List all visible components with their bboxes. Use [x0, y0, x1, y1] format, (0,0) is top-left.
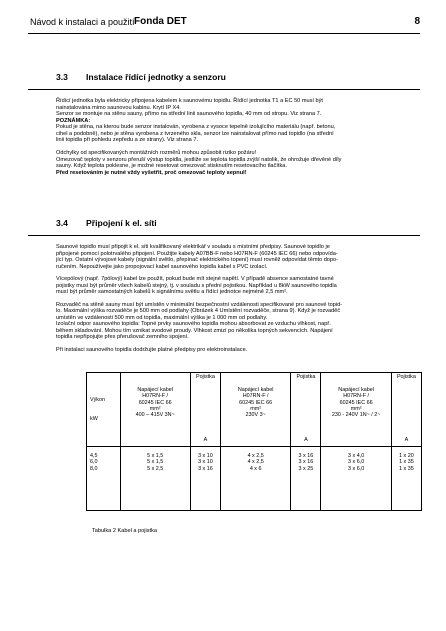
text-line: umístěn ve vzdálenosti 500 mm od topidla, maximální výška je 1 000 mm od podlahy. — [56, 314, 268, 321]
voltage-label: 400 – 415V 3N~ — [135, 412, 175, 419]
section-3-4-number: 3.4 — [56, 218, 68, 228]
text-line: lo. Maximální výška rozvaděče je 500 mm od podlahy (Obrázek 4 Umístění rozvaděče, strana 9). Když je rozvaděč — [56, 308, 341, 314]
voltage-label: 230 - 240V 1N~ / 2~ — [331, 412, 381, 419]
section-3-4-heading — [56, 218, 157, 228]
fuse-header-1 — [190, 373, 220, 447]
fuse-values-1: 3 x 10 3 x 10 3 x 16 — [190, 447, 220, 511]
fuse-unit: A — [404, 436, 409, 443]
power-label: Výkon — [90, 397, 105, 404]
fuse-label: Pojistka — [396, 374, 416, 380]
text-line: musí být průměr samostatných kabelů k signálnímu světlu a řídící jednotce nejméně 2,5 mm². — [56, 289, 288, 295]
cable-header-3 — [321, 373, 391, 447]
text-line: Rozvaděč na stěně sauny musí být umístěn v minimální bezpečnostní vzdálenosti specifikované pro saunové topid- — [56, 301, 343, 308]
cable-header-line: 60245 IEC 66 — [138, 399, 172, 406]
product-name: Fonda DET — [134, 16, 187, 27]
cable-values-2: 4 x 2,5 4 x 2,5 4 x 6 — [220, 447, 290, 511]
cable-header-line: H07RN-F / — [343, 393, 370, 400]
fuse-values-2: 3 x 16 3 x 16 3 x 25 — [291, 447, 321, 511]
note-line: cihel a podobně), nebo je stěna vyrobena z tvrzeného skla, senzor lze nainstalovat přímo nad topidlo (na střední — [56, 130, 334, 137]
note-line: linii topidla při pohledu zepředu a ze strany). Viz strana 7. — [56, 137, 198, 143]
cable-fuse-table — [86, 372, 422, 511]
cable-header-line: Napájecí kabel — [137, 387, 173, 393]
text-line: Řídící jednotka byla elektricky připojena kabelem k saunovému topidlu. Řídící jednotka T1 a EC 50 musí být — [56, 98, 323, 104]
section-3-3-number: 3.3 — [56, 72, 68, 82]
section-3-3-heading — [56, 72, 226, 82]
text-line: jící typ. Ostatní vývojové kabely (signální světlo, přepínač elektrického topení) musí rovněž odpovídat těmto dopo- — [56, 257, 339, 263]
text-line: ručením. Nepoužívejte jako propojovací kabel saunového topidla kabel s PVC izolací. — [56, 263, 268, 270]
voltage-label: 230V 3~ — [245, 412, 266, 419]
section-3-4-rule — [28, 235, 420, 236]
cable-header-2 — [220, 373, 290, 447]
note-line: Pokud je stěna, na kterou bude senzor instalován, vyrobena z vysoce tepelně izolujícího materiálu (např. betonu, — [56, 124, 336, 130]
text-line: pojistky musí být průměr všech kabelů stejný, tj. v souladu s přední pojistkou. Například u 8kW saunového topidla — [56, 282, 337, 289]
cable-header-line: Napájecí kabel — [237, 387, 274, 393]
bold-warning: Před resetováním je nutné vždy vyšetřit, proč omezovač teploty sepnul! — [56, 169, 247, 176]
section-3-3-title: Instalace řídící jednotky a senzoru — [86, 72, 226, 82]
cable-header-line: H07RN-F / — [242, 393, 269, 400]
cable-values-3: 3 x 4,0 3 x 6,0 3 x 6,0 — [321, 447, 391, 511]
text-line: Saunové topidlo musí připojit k el. síti kvalifikovaný elektrikář v souladu s místními předpisy. Saunové topidlo je — [56, 244, 330, 250]
cable-header-unit: mm² — [250, 405, 262, 412]
power-unit: kW — [90, 415, 98, 422]
fuse-label: Pojistka — [195, 374, 215, 380]
text-line: připojené pomocí polotrvalého připojení. Použijte kabely A07BB-F nebo H07RN-F (60245 IEC 66) nebo odpovída- — [56, 250, 338, 257]
fuse-label: Pojistka — [296, 374, 316, 380]
section-3-3-body — [56, 98, 426, 176]
warning-line: sauny. Když teplota poklesne, je možné resetovat omezovač stisknutím resetovacího tlačítka. — [56, 163, 287, 169]
text-line: Při instalaci saunového topidla dodržujte platné předpisy pro elektroinstalace. — [56, 346, 248, 353]
section-3-3-rule — [28, 89, 420, 90]
cable-header-line: 60245 IEC 66 — [239, 399, 273, 406]
text-line: topidla nepřipojujte přes přerušovač zemního spojení. — [56, 334, 189, 340]
warning-line: Odchylky od specifikovaných montážních rozměrů mohou způsobit riziko požáru! — [56, 150, 257, 156]
cable-header-line: H07RN-F / — [142, 393, 169, 400]
text-line: během skladování. Mohou tím vznikat svodové proudy. Vlhkost zmizí po několika topných sekvencích. Napájení — [56, 327, 333, 334]
document-title: Návod k instalaci a použití — [30, 17, 135, 27]
cable-header-unit: mm² — [149, 405, 161, 412]
text-line: Izolační odpor saunového topidla: Topné prvky saunového topidla mohou absorbovat ze vzduchu vlhkost, např. — [56, 321, 331, 327]
section-3-4-title: Připojení k el. síti — [86, 218, 157, 228]
table-caption: Tabulka 2 Kabel a pojistka — [92, 528, 157, 534]
warning-line: Omezovač teploty v senzoru přeruší výstup topidla, jestliže se teplota topidla zvýší natolik, že ohrožuje dřevěné díly — [56, 156, 342, 163]
cable-header-1 — [120, 373, 190, 447]
text-line: Vícepólový (např. 7pólový) kabel lze použít, pokud bude mít stejné napětí. V případě absence samostatné tavné — [56, 276, 334, 282]
fuse-header-2 — [291, 373, 321, 447]
fuse-unit: A — [203, 436, 208, 443]
cable-header-unit: mm² — [350, 405, 362, 412]
power-values: 4,5 6,0 8,0 — [87, 447, 121, 511]
power-header — [87, 373, 121, 447]
page-header — [30, 14, 420, 30]
cable-header-line: 60245 IEC 66 — [339, 399, 373, 406]
text-line: Senzor se montuje na stěnu sauny, přímo na střední linii saunového topidla, 40 mm od stropu. Viz strana 7. — [56, 111, 322, 117]
header-rule — [28, 33, 420, 34]
fuse-header-3 — [391, 373, 421, 447]
cable-values-1: 5 x 1,5 5 x 1,5 5 x 2,5 — [120, 447, 190, 511]
page-number: 8 — [414, 16, 420, 27]
note-title: POZNÁMKA: — [56, 117, 91, 124]
text-line: nainstalována mimo saunovou kabinu. Krytí IP X4. — [56, 104, 181, 111]
fuse-unit: A — [304, 436, 308, 443]
section-3-4-body — [56, 244, 426, 353]
fuse-values-3: 1 x 20 1 x 35 1 x 35 — [391, 447, 421, 511]
cable-header-line: Napájecí kabel — [338, 387, 374, 393]
